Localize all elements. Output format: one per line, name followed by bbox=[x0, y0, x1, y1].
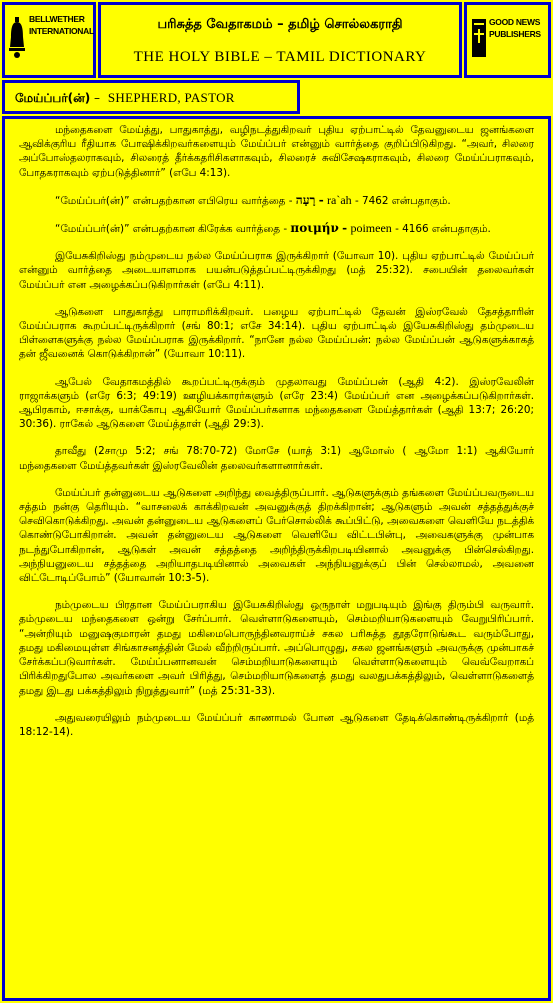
paragraph-abel: ஆபேல் வேதாகமத்தில் கூறப்பட்டிருக்கும் முதலாவது மேய்ப்பன் (ஆதி 4:2). இஸ்ரவேலின் ராஜாக்களும் (எரே 6:3; 49:19) ஊழியக்காரர்களும் (எரே 23:4) மேய்ப்பர் என அழைக்கப்படுகிறார்கள். ஆபிரகாம், ஈசாக்கு, யாக்கோபு ஆகியோர் மேய்ப்பர்களாக மந்தைகளை மேய்த்தார்கள் (ஆதி 13:7; 26:20; 30:36). ராகேல் ஆடுகளை மேய்த்தாள் (ஆதி 29:3). bbox=[19, 375, 534, 431]
title-english: THE HOLY BIBLE – TAMIL DICTIONARY bbox=[133, 49, 427, 65]
book-icon bbox=[471, 17, 487, 61]
entry-word-english: SHEPHERD, PASTOR bbox=[107, 90, 235, 105]
entry-word-tamil: மேய்ப்பர்(ன்) bbox=[15, 91, 91, 105]
paragraph-knows-sheep: மேய்ப்பர் தன்னுடைய ஆடுகளை அறிந்து வைத்திருப்பார். ஆடுகளுக்கும் தங்களை மேய்ப்பவருடைய சத்தம் நன்கு தெரியும். “வாசலைக் காக்கிறவன் அவனுக்குத் திறக்கிறான்; ஆடுகளும் அவன் சத்தத்துக்குச் செவிகொடுக்கிறது. அவன் தன்னுடைய ஆடுகளைப் பேர்சொல்லிக் கூப்பிட்டு, அவைகளை வெளியே நடத்திக் கொண்டுபோகிறான். அவன் தன்னுடைய ஆடுகளை வெளியே விட்டபின்பு, அவைகளுக்கு முன்பாக நடந்துபோகிறான், ஆடுகள் அவன் சத்தத்தை அறிந்திருக்கிறபடியினால் அவனுக்கு பின்செல்கிறது. அந்நியனுடைய சத்தத்தை அறியாதபடியினால் அவைகள் அந்நியனுக்குப் பின் செல்லாமல், அவனை விட்டோடிப்போம்” (யோவான் 10:3-5). bbox=[19, 486, 534, 585]
paragraph-good-shepherd: இயேசுகிறிஸ்து நம்முடைய நல்ல மேய்ப்பராக இருக்கிறார் (யோவா 10). புதிய ஏற்பாட்டில் மேய்ப்பர் என்னும் வார்த்தை அடையாளமாக பயன்படுத்தப்பட்டிருக்கிறது (மத் 25:32). சபையின் தலைவர்கள் மேய்ப்பர் என அழைக்கப்படுகிறார்கள் (எபே 4:11). bbox=[19, 250, 534, 291]
paragraph-caretaker: ஆடுகளை பாதுகாத்து பாராமரிக்கிறவர். பழைய ஏற்பாட்டில் தேவன் இஸ்ரவேல் தேசத்தாரின் மேய்ப்பராக கூறப்பட்டிருக்கிறார் (சங் 80:1; எசே 34:14). புதிய ஏற்பாட்டில் இயேசுகிறிஸ்து தம்முடைய பிள்ளைகளுக்கு நல்ல மேய்ப்பராக இருக்கிறார். “நானே நல்ல மேய்ப்பன்: நல்ல மேய்ப்பன் ஆடுகளுக்காகத் தன் ஜீவனைக் கொடுக்கிறான்” (யோவா 10:11). bbox=[19, 305, 534, 361]
bell-icon bbox=[9, 17, 25, 61]
entry-body bbox=[2, 116, 551, 1001]
paragraph-chief-shepherd: நம்முடைய பிரதான மேய்ப்பராகிய இயேசுகிறிஸ்து ஒருநாள் மறுபடியும் இங்கு திரும்பி வருவார். தம்முடைய மந்தைகளை ஒன்று சேர்ப்பார். வெள்ளாடுகளையும், செம்மறியாடுகளையும் வேறுபிரிப்பார். “அன்றியும் மனுஷகுமாரன் தமது மகிமைபொருந்தினவராய்ச் சகல பரிசுத்த தூதரோடுங்கூட வரும்போது, தமது மகிமையுள்ள சிங்காசனத்தின் மேல் வீற்றிருப்பார். அப்பொழுது, சகல ஜனங்களும் அவருக்கு முன்பாகச் சேர்க்கப்படுவார்கள். மேய்ப்பனானவன் செம்மறியாடுகளையும் வெள்ளாடுகளையும் வெவ்வேறாகப் பிரிக்கிறதுபோல அவர்களை அவர் பிரித்து, செம்மறியாடுகளைத் தமது வலதுபக்கத்திலும், வெள்ளாடுகளைத் தமது இடது பக்கத்திலும் நிறுத்துவார்” (மத் 25:31-33). bbox=[19, 599, 534, 697]
entry-separator: – bbox=[94, 91, 101, 105]
dictionary-title-box bbox=[98, 2, 462, 78]
paragraph-greek-word: “மேய்ப்பர்(ன்)” என்பதற்கான கிரேக்க வார்த்தை - ποιμήν - poimeen - 4166 என்பதாகும். bbox=[55, 221, 491, 236]
good-news-logo-text: GOOD NEWS PUBLISHERS bbox=[489, 17, 541, 39]
entry-heading bbox=[2, 80, 300, 114]
greek-transliteration: poimeen bbox=[350, 221, 392, 236]
bellwether-logo bbox=[2, 2, 96, 78]
paragraph-david: தாவீது (2சாமு 5:2; சங் 78:70-72) மோசே (யாத் 3:1) ஆமோஸ் ( ஆமோ 1:1) ஆகியோர் மந்தைகளை மேய்த்தவர்கள் இஸ்ரவேலின் தலைவர்களானார்கள். bbox=[19, 445, 534, 472]
greek-word: ποιμήν bbox=[290, 221, 339, 236]
good-news-logo bbox=[464, 2, 551, 78]
hebrew-word: רָעָה bbox=[295, 192, 316, 207]
paragraph-lost-sheep: அதுவரையிலும் நம்முடைய மேய்ப்பர் காணாமல் போன ஆடுகளை தேடிக்கொண்டிருக்கிறார் (மத் 18:12-14). bbox=[19, 711, 534, 738]
paragraph-hebrew-word: “மேய்ப்பர்(ன்)” என்பதற்கான எபிரெய வார்த்தை - רָעָה - ra`ah - 7462 என்பதாகும். bbox=[55, 192, 451, 207]
title-tamil: பரிசுத்த வேதாகமம் – தமிழ் சொல்லகராதி bbox=[157, 17, 403, 32]
paragraph-definition: மந்தைகளை மேய்த்து, பாதுகாத்து, வழிநடத்துகிறவர் புதிய ஏற்பாட்டில் தேவனுடைய ஜனங்களை ஆவிக்குரிய ரீதியாக போஷிக்கிறவர்களையும் மேய்ப்பர் என்னும் வார்த்தை குறிப்பிடுகிறது. “அவர், சிலரை அப்போஸ்தலராகவும், சிலரைத் தீர்க்கதரிசிகளாகவும், சிலரைச் சுவிசேஷகராகவும், சிலரை மேய்ப்பராகவும், போதகராகவும் ஏற்படுத்தினார்” (எபே 4:13). bbox=[19, 124, 534, 179]
bellwether-logo-text: BELLWETHER INTERNATIONAL bbox=[29, 14, 94, 36]
hebrew-transliteration: ra`ah bbox=[327, 192, 352, 207]
